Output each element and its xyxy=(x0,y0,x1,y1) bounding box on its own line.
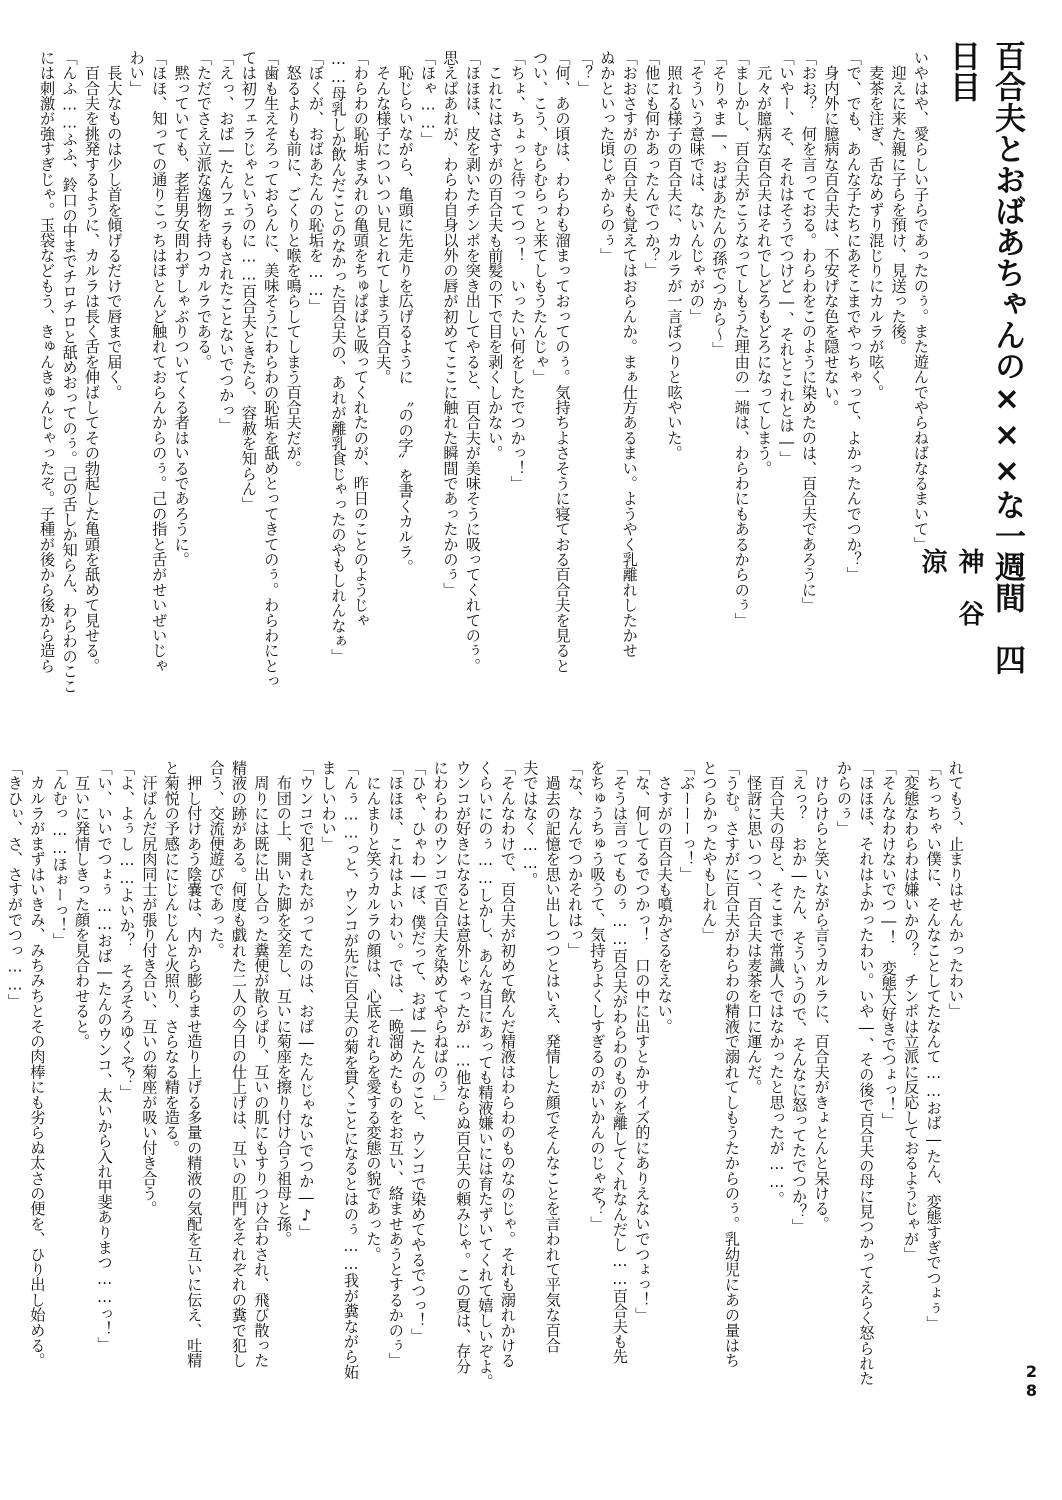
text-line: 「ひゃ、ひゃわ―ぼ、僕だって、おば―たんのこと、ウンコで染めてやるでつっ！」 xyxy=(409,760,428,1344)
text-line: つい、こう、むらむらっと来てしもうたんじゃ」 xyxy=(531,50,550,385)
text-line: 「な、なんでつかそれはっ」 xyxy=(566,760,585,958)
text-line: にんまりと笑うカルラの顔は、心底それらを愛する変態の貌であった。 xyxy=(364,760,383,1262)
text-line: と菊悦の予感ににじんじんと火照り、さらなる精を造る。 xyxy=(162,760,181,1156)
text-line: 「ウンコで犯されたがってたのは、おば―たんじゃないでつか―♪」 xyxy=(297,760,316,1240)
text-block-bottom xyxy=(5,760,967,1422)
text-line: 汗ばんだ尻肉同士が張り付き合い、互いの菊座が吸い付き合う。 xyxy=(140,760,159,1217)
text-line: これにはさすがの百合夫も前髪の下で目を剥くしかない。 xyxy=(486,50,505,461)
text-line: 「ほほ、知っての通りこっちはほとんど触れておらんからのぅ。己の指と舌がせいぜいじゃ xyxy=(150,50,169,674)
text-line: 「ぶーーーっ！」 xyxy=(678,760,697,882)
text-line: 過去の記憶を思い出しつつとはいえ、発情した顔でそんなことを言われて平気な百合 xyxy=(543,760,562,1353)
text-line: 互いに発情しきった顔を見合わせると。 xyxy=(73,760,92,1049)
text-line: 百合夫を挑発するように、カルラは長く舌を伸ばしてその勃起した亀頭を舐めて見せる。 xyxy=(82,50,101,674)
text-line: けらけらと笑いながら言うカルラに、百合夫がきょとんと呆ける。 xyxy=(812,760,831,1232)
text-line: 怒るよりも前に、ごくりと喉を鳴らしてしまう百合夫だが。 xyxy=(284,50,303,476)
text-line: 照れる様子の百合夫に、カルラが一言ぼつりと呟やいた。 xyxy=(665,50,684,461)
text-line: 「で、でも、あんな子たちにあそこまでやっちゃって、よかったんでつか？」 xyxy=(844,50,863,582)
text-line: 長大なものは少し首を傾げるだけで唇まで届く。 xyxy=(105,50,124,400)
text-line: には刺激が強すぎじゃ。玉袋などもう、きゅんきゅんじゃったぞ。子種が後から後から造ら xyxy=(38,50,57,674)
text-line: 恥じらいながら、亀頭に先走りを広げるように 〝のの字〟を書くカルラ。 xyxy=(396,50,415,575)
text-line: いやはや、愛らしい子らであったのぅ。また遊んでやらねばなるまいて」 xyxy=(912,50,930,552)
text-line: にわらわのウンコで百合夫を染めてやらねばのぅ」 xyxy=(431,760,450,1110)
text-line: さすがの百合夫も噴かざるをえない。 xyxy=(655,760,674,1034)
text-line: 「？」 xyxy=(575,50,594,96)
text-line: 黙っていても、老若男女問わずしゃぶりついてくる者はいるであろうに。 xyxy=(172,50,191,567)
text-line: カルラがまずはいきみ、みちみちとその肉棒にも劣らぬ太さの便を、ひり出し始める。 xyxy=(28,760,47,1368)
story-title: 百合夫とおばあちゃんの×××な一週間 四日目 xyxy=(944,40,1025,675)
text-line: 「何、あの頃は、わらわも溜まっておってのぅ。気持ちよさそうに寝ておる百合夫を見ると xyxy=(553,50,572,674)
text-line: をちゅうちゅう吸うて、気持ちよくしすぎるのがいかんのじゃぞ？」 xyxy=(588,760,607,1232)
text-line: 「歯も生えそろっておらんに、美味そうにわらわの恥垢を舐めとってきてのぅ。わらわにとっ xyxy=(262,50,281,689)
page-number: 28 xyxy=(1022,1362,1041,1400)
text-line: 身内外に臆病な百合夫は、不安げな色を隠せない。 xyxy=(822,50,841,415)
text-line: 「いやー、そ、それはそうでつけど―、それとこれとは―」 xyxy=(777,50,796,466)
text-line: 「ちょ、ちょっと待ってつっ！ いったい何をしたでつかっ！」 xyxy=(508,50,527,491)
text-line: 「よ、よぅし……よいか？ そろそろゆくぞ？」 xyxy=(117,760,136,1100)
text-line: 合う、交流便遊びであった。 xyxy=(207,760,226,958)
text-line: 怪訝に思いつつ、百合夫は麦茶を口に運んだ。 xyxy=(745,760,764,1095)
text-line: 「えっ、おば―たんフェラもされたことないでつかっ」 xyxy=(217,50,236,433)
text-line: 「んふ……ふふ、鈴口の中までチロチロと舐めおってのぅ。己の舌しか知らん、わらわのここ xyxy=(60,50,79,694)
text-line: 「ほほほ、これはよいわい。では、一晩溜めたものをお互い、絡ませあうとするかのぅ」 xyxy=(386,760,405,1368)
text-line: 麦茶を注ぎ、舌なめずり混じりにカルラが呟く。 xyxy=(867,50,886,400)
text-line: 「きひぃ、さ、さすがでつっ……」 xyxy=(5,760,24,1009)
text-block-top xyxy=(38,50,932,712)
text-line: 「そんなわけで、百合夫が初めて飲んだ精液はわらわのものなのじゃ。それも溺れかける xyxy=(498,760,517,1368)
text-line: 精液の跡がある。何度も戯れた二人の今日の仕上げは、互いの肛門をそれぞれの糞で犯し xyxy=(230,760,248,1368)
text-line: 「変態なわらわは嫌いかの？ チンポは立派に反応しておるようじゃが」 xyxy=(902,760,921,1262)
text-line: 「他にも何かあったんでつか？」 xyxy=(643,50,662,278)
text-line: わい」 xyxy=(127,50,146,96)
text-line: れてもう、止まりはせんかったわい」 xyxy=(947,760,965,1019)
text-line: とつらかったやもしれん」 xyxy=(700,760,719,943)
text-line: 「そういう意味では、ないんじゃがの」 xyxy=(687,50,706,324)
text-line: 元々が臆病な百合夫はそれでしどろもどろになってしまう。 xyxy=(755,50,774,476)
text-line: 「えっ？ おか―たん、そういうので、そんなに怒ってたでつか？」 xyxy=(790,760,809,1234)
text-line: 百合夫の母と、そこまで常識人ではなかったと思ったが……。 xyxy=(767,760,786,1207)
text-line: 夫ではなく……。 xyxy=(521,760,540,888)
text-line: 「ほほほ、それはよかったわい。いや―、その後で百合夫の母に見つかってえらく怒られた xyxy=(857,760,876,1386)
text-line: 押し付けあう陰嚢は、内から膨らませ造り上げる多量の精液の気配を互いに伝え、吐精 xyxy=(185,760,204,1368)
text-line: からのぅ」 xyxy=(834,760,853,836)
text-line: 「ほゃ……」 xyxy=(419,50,438,147)
text-line: ……母乳しか飲んだことのなかった百合夫の、あれが離乳食じゃったのやもしれんなぁ」 xyxy=(329,50,348,664)
text-line: 「ちっちゃい僕に、そんなことしてたなんて……おば―たん、変態すぎでつょぅ」 xyxy=(924,760,943,1331)
text-line: 周りには既に出し合った糞便が散らばり、互いの肌にもすりつけ合わされ、飛び散った xyxy=(252,760,271,1368)
text-line: 「ただでさえ立派な逸物を持つカルラである。 xyxy=(195,50,213,370)
text-line: 「ましかし、百合夫がこうなってしもうた理由の一端は、わらわにもあるからのぅ」 xyxy=(732,50,751,628)
author-name: 神谷 涼 xyxy=(917,548,984,704)
text-line: 「そんなわけないでつ―！ 変態大好きでつょっ！」 xyxy=(879,760,898,1128)
text-line: ぬかといった頃じゃからのぅ」 xyxy=(598,50,617,263)
text-line: 「んむっ……ほぉーっ！」 xyxy=(50,760,69,948)
text-line: 「そりゃま―、おばあたんの孫でつから～」 xyxy=(710,50,729,357)
text-line: 「わらわの恥垢まみれの亀頭をちゅぱぱと吸ってくれたのが、昨日のことのようじゃ xyxy=(351,50,370,628)
text-line: そんな様子についつい見とれてしまう百合夫。 xyxy=(374,50,393,385)
text-line: 「おお？ 何を言っておる。わらわをこのように染めたのは、百合夫であろうに」 xyxy=(799,50,818,613)
text-line: 迎えに来た親に子らを預け、見送った後。 xyxy=(889,50,908,354)
text-line: 「ぼくが、おばあたんの恥垢を……」 xyxy=(307,50,326,314)
text-line: ウンコが好きになるとは意外じゃったが……他ならぬ百合夫の頼みじゃ。この夏は、存分 xyxy=(454,760,473,1374)
text-line: 布団の上、開いた脚を交差し、互いに菊座を擦り付け合う祖母と孫。 xyxy=(274,760,293,1247)
text-line: 思えばあれが、わらわ自身以外の唇が初めてここに触れた瞬間であったかのぅ」 xyxy=(441,50,460,598)
text-line: ましいわい」 xyxy=(319,760,338,852)
text-line: 「うむ。さすがに百合夫がわらわの精液で溺れてしもうたからのぅ。乳幼児にあの量はち xyxy=(722,760,741,1368)
text-line: 「ほほほ、皮を剥いたチンポを突き出してやると、百合夫が美味そうに吸ってくれてのぅ。 xyxy=(463,50,482,674)
text-line: くらいにのぅ……しかし、あんな目にあっても精液嫌いには育たずいてくれて嬉しいぞよ。 xyxy=(476,760,495,1389)
text-line: 「な、何してるでつかっ！ 口の中に出すとかサイズ的にありえないでつょっ！」 xyxy=(633,760,652,1323)
text-line: 「おおさすがの百合夫も覚えてはおらんか。まぁ仕方あるまい。ようやく乳離れしたかせ xyxy=(620,50,639,658)
text-line: 「い、いいでつょぅ……おば―たんのウンコ、太いから入れ甲斐ありまつ……っ！」 xyxy=(95,760,114,1352)
text-line: ては初フェラじゃというのに……百合夫ときたら、容赦を知らん」 xyxy=(239,50,258,512)
text-line: 「そうは言ってものぅ……百合夫がわらわのものを離してくれなんだし……百合夫も先 xyxy=(610,760,629,1364)
text-line: 「んぅ……っと、ウンコが先に百合夫の菊を貫くことになるとはのぅ……我が糞ながら妬 xyxy=(342,760,361,1380)
